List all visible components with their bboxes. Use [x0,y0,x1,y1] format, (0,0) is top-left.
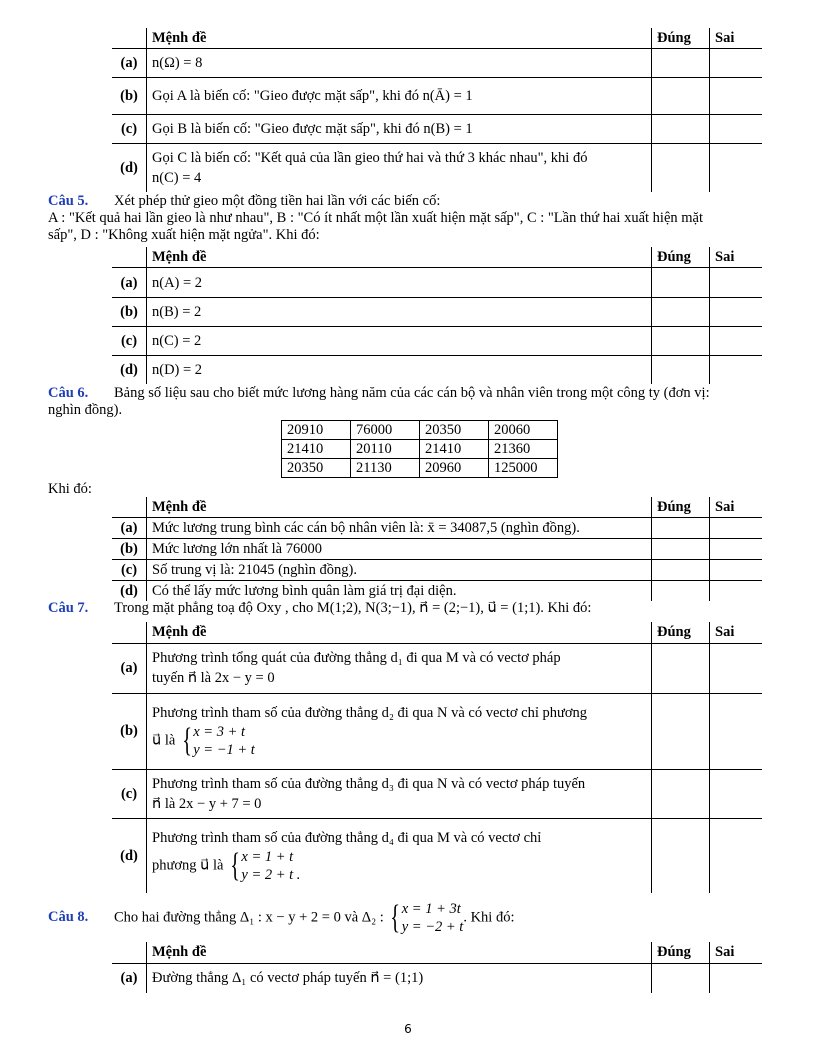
false-cell[interactable] [710,49,763,78]
statement-text: Số trung vị là: 21045 (nghìn đồng). [147,560,652,581]
statement-table-q8 [112,942,762,993]
col-header: Mệnh đề [147,28,652,49]
true-cell[interactable] [652,78,710,115]
row-label: (a) [112,268,147,298]
statement-line: n⃗ là 2x − y + 7 = 0 [152,795,262,812]
data-cell: 21410 [420,440,489,459]
statement-text [147,144,652,192]
row-label: (c) [112,560,147,581]
row-label: (d) [112,356,147,384]
row-label: (a) [112,518,147,539]
col-header: Đúng [652,247,710,268]
statement-text: n(D) = 2 [147,356,652,384]
true-cell[interactable] [652,643,710,693]
false-cell[interactable] [710,643,763,693]
equation: x = 1 + 3t [401,901,461,917]
true-cell[interactable] [652,560,710,581]
row-label: (b) [112,78,147,115]
statement-line: Gọi C là biến cố: "Kết quả của lần gieo thứ hai và thứ 3 khác nhau", khi đó [152,149,588,166]
statement-line: u⃗ là [152,732,176,749]
row-label: (b) [112,693,147,769]
true-cell[interactable] [652,963,710,993]
question-8 [48,900,778,936]
statement-table-q6 [112,497,762,601]
col-header: Mệnh đề [147,247,652,268]
row-label: (d) [112,144,147,192]
statement-text [147,643,652,693]
statement-line: tuyến n⃗ là 2x − y = 0 [152,670,275,686]
row-label: (c) [112,769,147,818]
statement-text: Đường thẳng Δ₁ có vectơ pháp tuyến n⃗ = (1;1) [147,963,652,993]
statement-text: n(A) = 2 [147,268,652,298]
statement-text: Có thể lấy mức lương bình quân làm giá trị đại diện. [147,581,652,602]
col-header: Sai [710,942,763,963]
question-text: . Khi đó: [463,909,515,926]
false-cell[interactable] [710,356,763,384]
question-text: Trong mặt phẳng toạ độ Oxy , cho M(1;2), N(3;−1), n⃗ = (2;−1), u⃗ = (1;1). Khi đó: [114,600,592,616]
question-label: Câu 8. [48,909,89,926]
true-cell[interactable] [652,581,710,602]
true-cell[interactable] [652,693,710,769]
false-cell[interactable] [710,115,763,144]
data-cell: 125000 [489,459,558,478]
equation-system: { x = 3 + t y = −1 + t [182,722,255,759]
statement-text: Gọi B là biến cố: "Gieo được mặt sấp", khi đó n(B) = 1 [147,115,652,144]
question-label: Câu 6. [48,385,89,401]
question-text: Xét phép thử gieo một đồng tiền hai lần với các biến cố: [114,193,441,209]
false-cell[interactable] [710,581,763,602]
data-cell: 20110 [351,440,420,459]
question-text: Khi đó: [48,481,92,497]
row-label: (c) [112,327,147,356]
col-header: Sai [710,28,763,49]
false-cell[interactable] [710,818,763,893]
false-cell[interactable] [710,560,763,581]
statement-text [147,693,652,769]
false-cell[interactable] [710,693,763,769]
question-text: Cho hai đường thẳng Δ₁ : x − y + 2 = 0 và Δ₂ : [114,909,384,926]
row-label: (a) [112,963,147,993]
true-cell[interactable] [652,356,710,384]
statement-text: n(Ω) = 8 [147,49,652,78]
row-label: (a) [112,49,147,78]
statement-line: phương u⃗ là [152,857,224,874]
true-cell[interactable] [652,115,710,144]
row-label: (a) [112,643,147,693]
question-6 [48,385,778,419]
statement-line: n(C) = 4 [152,169,202,186]
row-label: (c) [112,115,147,144]
statement-line: Phương trình tham số của đường thẳng d₂ đi qua N và có vectơ chỉ phương [152,705,588,721]
false-cell[interactable] [710,963,763,993]
col-header: Sai [710,247,763,268]
statement-text [147,769,652,818]
equation-system: { x = 1 + 3t y = −2 + t [390,899,464,936]
row-label: (d) [112,818,147,893]
equation: x = 1 + t [241,848,294,865]
data-cell: 76000 [351,421,420,440]
question-text: sấp", D : "Không xuất hiện mặt ngửa". Khi đó: [48,227,320,243]
statement-text: Mức lương lớn nhất là 76000 [147,539,652,560]
data-cell: 20060 [489,421,558,440]
row-label: (d) [112,581,147,602]
statement-text: Mức lương trung bình các cán bộ nhân viên là: x̄ = 34087,5 (nghìn đồng). [147,518,652,539]
question-text: A : "Kết quả hai lần gieo là như nhau", B : "Có ít nhất một lần xuất hiện mặt sấp", C : "Lần thứ hai xuất hiện mặt [48,210,703,226]
question-5 [48,193,778,244]
question-label: Câu 7. [48,600,89,616]
page-number: 6 [404,1022,412,1036]
data-cell: 20960 [420,459,489,478]
col-header: Sai [710,497,763,518]
true-cell[interactable] [652,327,710,356]
col-header: Đúng [652,942,710,963]
statement-text: Gọi A là biến cố: "Gieo được mặt sấp", khi đó n(Ā) = 1 [147,78,652,115]
false-cell[interactable] [710,327,763,356]
false-cell[interactable] [710,539,763,560]
salary-data-table [281,420,558,478]
true-cell[interactable] [652,818,710,893]
data-cell: 20910 [282,421,351,440]
false-cell[interactable] [710,144,763,192]
statement-table-q5 [112,247,762,384]
statement-table-q4 [112,28,762,192]
statement-line: Phương trình tổng quát của đường thẳng d₁ đi qua M và có vectơ pháp [152,650,561,666]
equation-system: { x = 1 + t y = 2 + t . [230,846,301,884]
equation: x = 3 + t [193,724,246,740]
true-cell[interactable] [652,298,710,327]
equation: y = −1 + t [193,742,255,758]
row-label: (b) [112,539,147,560]
statement-table-q7 [112,622,762,893]
col-header: Đúng [652,622,710,643]
false-cell[interactable] [710,769,763,818]
data-cell: 20350 [282,459,351,478]
data-cell: 20350 [420,421,489,440]
question-text: Bảng số liệu sau cho biết mức lương hàng năm của các cán bộ và nhân viên trong một công ty (đơn vị: [114,385,710,401]
question-label: Câu 5. [48,193,89,209]
true-cell[interactable] [652,539,710,560]
true-cell[interactable] [652,769,710,818]
col-header: Mệnh đề [147,497,652,518]
data-cell: 21130 [351,459,420,478]
col-header: Đúng [652,28,710,49]
true-cell[interactable] [652,268,710,298]
false-cell[interactable] [710,78,763,115]
statement-text [147,818,652,893]
statement-line: Phương trình tham số của đường thẳng d₃ đi qua N và có vectơ pháp tuyến [152,775,586,792]
false-cell[interactable] [710,298,763,327]
col-header: Mệnh đề [147,622,652,643]
data-cell: 21360 [489,440,558,459]
col-header: Mệnh đề [147,942,652,963]
question-text: nghìn đồng). [48,402,123,418]
row-label: (b) [112,298,147,327]
statement-line: Phương trình tham số của đường thẳng d₄ đi qua M và có vectơ chỉ [152,829,542,846]
equation: y = −2 + t [401,919,464,935]
statement-text: n(C) = 2 [147,327,652,356]
question-7 [48,600,778,617]
false-cell[interactable] [710,518,763,539]
col-header: Đúng [652,497,710,518]
true-cell[interactable] [652,144,710,192]
data-cell: 21410 [282,440,351,459]
true-cell[interactable] [652,49,710,78]
true-cell[interactable] [652,518,710,539]
equation: y = 2 + t . [241,866,301,883]
false-cell[interactable] [710,268,763,298]
col-header: Sai [710,622,763,643]
statement-text: n(B) = 2 [147,298,652,327]
